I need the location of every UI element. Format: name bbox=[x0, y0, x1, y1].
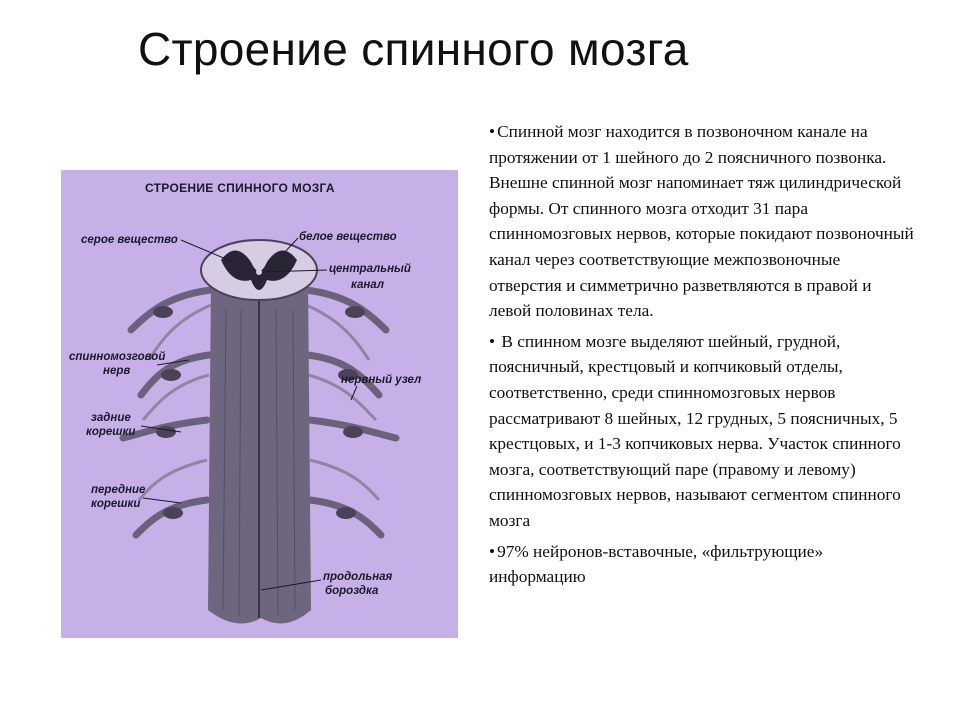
ganglion-right-3 bbox=[343, 426, 363, 438]
text-column bbox=[489, 119, 914, 595]
bullet-text: В спинном мозге выделяют шейный, грудной, поясничный, крестцовый и копчиковый отделы, соответственно, среди спинномозговых нервов рассматривают 8 шейных, 12 грудных, 5 поясничных, 5 крестцовых, и 1-3 копчиковых нерва. Участок спинного мозга, соответствующий паре (правому и левому) спинномозговых нервов, называют сегментом спинного мозга bbox=[489, 331, 901, 530]
label-spinal-nerve-1: спинномозговой bbox=[69, 351, 166, 363]
bullet-mark: • bbox=[489, 541, 496, 561]
figure-title: СТРОЕНИЕ СПИННОГО МОЗГА bbox=[145, 181, 335, 195]
label-fissure-2: бороздка bbox=[325, 585, 379, 597]
ganglion-left-3 bbox=[156, 426, 176, 438]
label-posterior-roots-2: корешки bbox=[86, 426, 136, 438]
label-central-canal-2: канал bbox=[351, 279, 385, 291]
ganglion-left-4 bbox=[163, 507, 183, 519]
ganglion-right-1 bbox=[345, 306, 365, 318]
label-central-canal-1: центральный bbox=[329, 263, 411, 275]
bullet-text: 97% нейронов-вставочные, «фильтрующие» информацию bbox=[489, 541, 824, 587]
label-white-matter: белое вещество bbox=[299, 231, 397, 243]
label-ganglion: нервный узел bbox=[341, 374, 422, 386]
label-spinal-nerve-2: нерв bbox=[103, 365, 131, 377]
label-posterior-roots-1: задние bbox=[91, 412, 131, 424]
bullet-mark: • bbox=[489, 122, 496, 141]
spinal-cord-illustration bbox=[61, 170, 458, 638]
label-anterior-roots-1: передние bbox=[91, 484, 146, 496]
central-canal-dot bbox=[256, 269, 262, 275]
label-anterior-roots-2: корешки bbox=[91, 498, 141, 510]
ganglion-left-2 bbox=[161, 369, 181, 381]
ganglion-right-4 bbox=[336, 507, 356, 519]
slide-title: Строение спинного мозга bbox=[138, 23, 689, 75]
ganglion-left-1 bbox=[153, 306, 173, 318]
bullet-paragraph bbox=[489, 329, 914, 534]
bullet-mark: • bbox=[489, 331, 496, 351]
bullet-paragraph bbox=[489, 539, 914, 590]
bullet-text: Спинной мозг находится в позвоночном канале на протяжении от 1 шейного до 2 поясничного позвонка. Внешне спинной мозг напоминает тяж цилиндрической формы. От спинного мозга отходит 31 пара спинномозговых нервов, которые покидают позвоночный канал через соответствующие межпозвоночные отверстия и симметрично разветвляются в правой и левой половинах тела. bbox=[489, 122, 914, 321]
label-grey-matter: серое вещество bbox=[81, 234, 178, 246]
spinal-cord-figure bbox=[61, 170, 458, 638]
bullet-paragraph bbox=[489, 119, 914, 324]
label-fissure-1: продольная bbox=[323, 571, 393, 583]
